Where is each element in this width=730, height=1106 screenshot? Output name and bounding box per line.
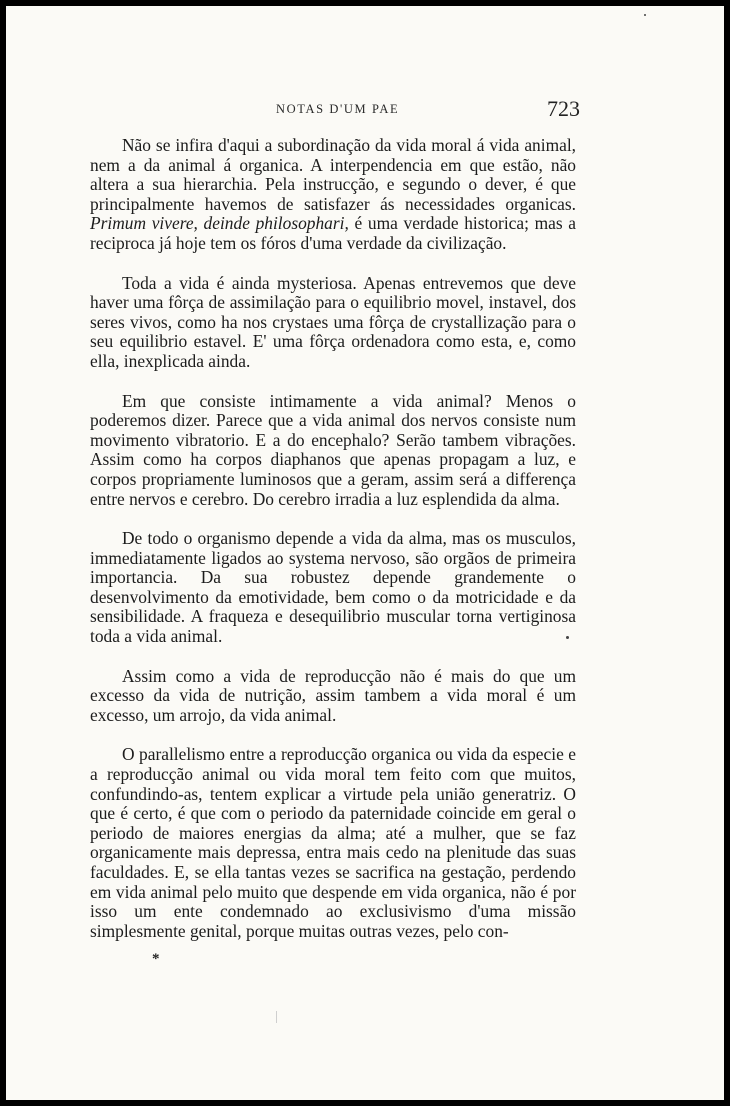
page-number: 723 — [547, 96, 580, 121]
paragraph-6: O parallelismo entre a reproducção organica ou vida da especie e a reproducção animal ou vida moral tem feito com que muitos, confundindo-as, tentem explicar a virtude pela união generatriz. O que é certo, é que com o periodo da paternidade coincide em geral o periodo de maiores energias da alma; até a mulher, que se faz organicamente mais depressa, entra mais cedo na plenitude das suas faculdades. E, se ella tantas vezes se sacrifica na gestação, perdendo em vida animal pelo muito que despende em vida organica, não é por isso um ente condemnado ao exclusivismo d'uma missão simplesmente genital, porque muitas outras vezes, pelo con- — [90, 744, 576, 941]
body-text — [90, 136, 576, 961]
footnote-asterisk: * — [152, 951, 160, 967]
book-page — [6, 6, 724, 1100]
page-header — [6, 96, 724, 132]
print-mark — [276, 1011, 277, 1023]
print-speck — [566, 636, 569, 639]
paragraph-5: Assim como a vida de reproducção não é mais do que um excesso da vida de nutrição, assim tambem a vida moral é um excesso, um arrojo, da vida animal. — [90, 665, 576, 725]
latin-quote: Primum vivere, deinde philosophari, — [90, 213, 349, 234]
paragraph-1-text: Não se infira d'aqui a subordinação da vida moral á vida animal, nem a da animal á organica. A interpendencia em que estão, não altera a sua hierarchia. Pela instrucção, e segundo o dever, é que principalmente havemos de satisfazer ás necessidades organicas. — [90, 135, 576, 214]
paragraph-1-text-end: é uma verdade historica; mas a reciproca já hoje tem os fóros d'uma verdade da civilização. — [90, 213, 576, 253]
print-speck — [644, 14, 646, 16]
running-title: NOTAS D'UM PAE — [276, 102, 400, 116]
paragraph-3: Em que consiste intimamente a vida animal? Menos o poderemos dizer. Parece que a vida animal dos nervos consiste num movimento vibratorio. E a do encephalo? Serão tambem vibrações. Assim como ha corpos diaphanos que apenas propagam a luz, e corpos propriamente luminosos que a geram, assim será a differença entre nervos e cerebro. Do cerebro irradia a luz esplendida da alma. — [90, 390, 576, 509]
paragraph-1 — [90, 136, 576, 254]
paragraph-2: Toda a vida é ainda mysteriosa. Apenas entrevemos que deve haver uma fôrça de assimilação para o equilibrio movel, instavel, dos seres vivos, como ha nos crystaes uma fôrça de crystallização para o seu equilibrio estavel. E' uma fôrça ordenadora como esta, e, como ella, inexplicada ainda. — [90, 272, 576, 371]
paragraph-4: De todo o organismo depende a vida da alma, mas os musculos, immediatamente ligados ao systema nervoso, são orgãos de primeira importancia. Da sua robustez depende grandemente o desenvolvimento da emotividade, bem como o da motricidade e da sensibilidade. A fraqueza e desequilibrio muscular torna vertiginosa toda a vida animal. — [90, 528, 576, 647]
